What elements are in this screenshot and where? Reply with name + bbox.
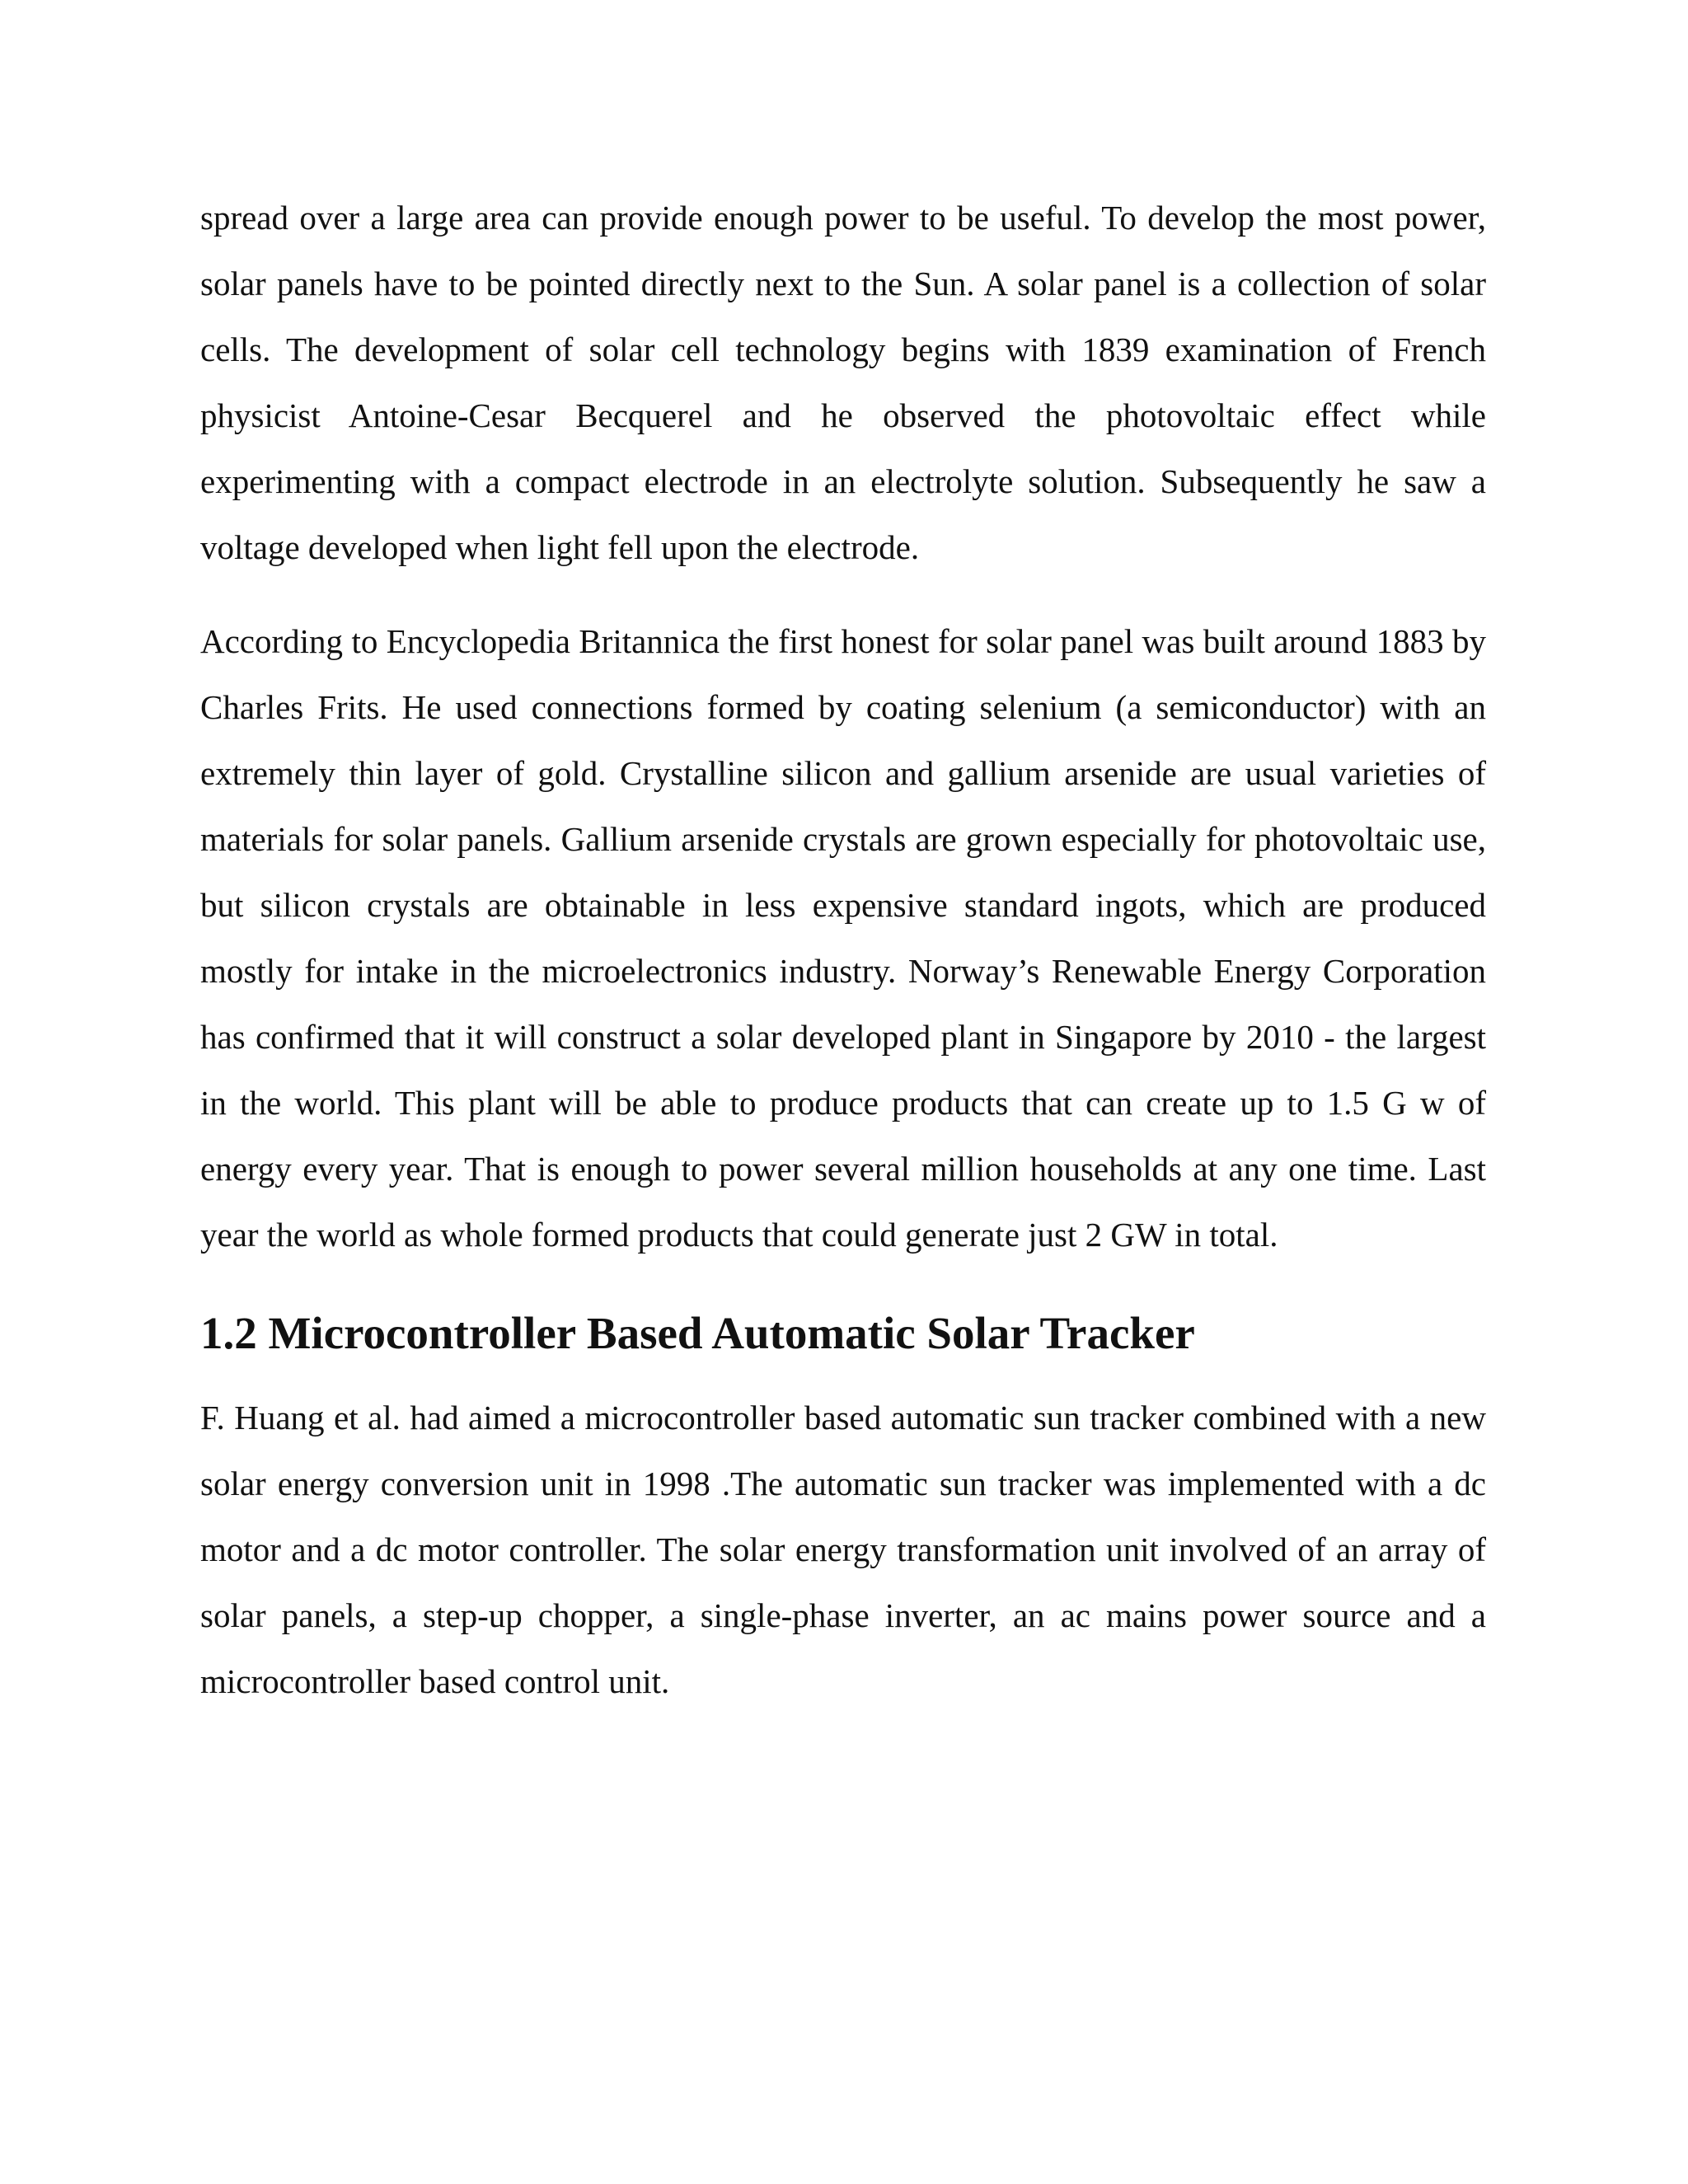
paragraph-solar-cell-history: spread over a large area can provide enough power to be useful. To develop the most power, solar panels have to be pointed directly next to the Sun. A solar panel is a collection of solar cells. The development of solar cell technology begins with 1839 examination of French physicist Antoine-Cesar Becquerel and he observed the photovoltaic effect while experimenting with a compact electrode in an electrolyte solution. Subsequently he saw a voltage developed when light fell upon the electrode. <box>200 199 1486 566</box>
section-heading: 1.2 Microcontroller Based Automatic Solar Tracker <box>200 1308 1195 1358</box>
paragraph-solar-panel-materials: According to Encyclopedia Britannica the first honest for solar panel was built around 1883 by Charles Frits. He used connections formed by coating selenium (a semiconductor) with an extremely thin layer of gold. Crystalline silicon and gallium arsenide are usual varieties of materials for solar panels. Gallium arsenide crystals are grown especially for photovoltaic use, but silicon crystals are obtainable in less expensive standard ingots, which are produced mostly for intake in the microelectronics industry. Norway’s Renewable Energy Corporation has confirmed that it will construct a solar developed plant in Singapore by 2010 - the largest in the world. This plant will be able to produce products that can create up to 1.5 G w of energy every year. That is enough to power several million households at any one time. Last year the world as whole formed products that could generate just 2 GW in total. <box>200 622 1486 1254</box>
paragraph-sun-tracker: F. Huang et al. had aimed a microcontroller based automatic sun tracker combined with a new solar energy conversion unit in 1998 .The automatic sun tracker was implemented with a dc motor and a dc motor controller. The solar energy transformation unit involved of an array of solar panels, a step-up chopper, a single-phase inverter, an ac mains power source and a microcontroller based control unit. <box>200 1399 1486 1700</box>
page-content <box>200 185 1486 1714</box>
